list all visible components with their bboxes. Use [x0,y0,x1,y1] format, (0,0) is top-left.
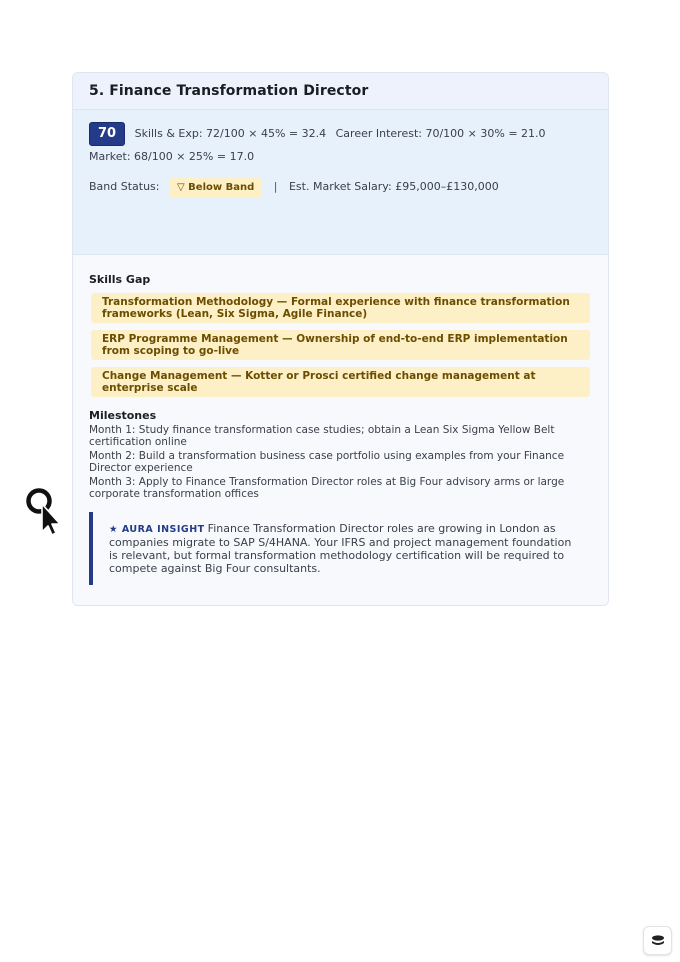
card-header [73,73,608,110]
aura-insight [89,512,592,585]
skills-gap-heading: Skills Gap [89,273,151,286]
market-salary: Est. Market Salary: £95,000–£130,000 [288,180,499,193]
score-section [73,110,608,255]
details-section [73,255,608,605]
score-breakdown [89,122,592,168]
band-status-label: Band Status: [89,180,160,193]
milestone-item: Month 2: Build a transformation business case portfolio using examples from your Finance Director experience [89,450,565,474]
skills-gap-item: ERP Programme Management — Ownership of end-to-end ERP implementation from scoping to go-live [91,330,590,360]
market-score: Market: 68/100 × 25% = 17.0 [89,150,255,163]
role-card [72,72,609,606]
band-row [89,176,592,198]
milestones-heading: Milestones [89,409,157,422]
stack-button[interactable] [643,926,672,955]
magnifier-pointer-icon [26,488,62,536]
overall-score-badge: 70 [89,122,125,146]
milestone-item: Month 3: Apply to Finance Transformation Director roles at Big Four advisory arms or large corporate transformation offices [89,476,565,500]
separator: | [273,180,278,193]
insight-text: Finance Transformation Director roles are growing in London as companies migrate to SAP S/4HANA. Your IFRS and project management foundation is relevant, but formal transformation methodology certification will be required to compete against Big Four consultants. [109,522,572,575]
stack-icon [650,934,666,948]
skills-gap-item: Change Management — Kotter or Prosci certified change management at enterprise scale [91,367,590,397]
band-status-badge: ▽ Below Band [169,178,262,198]
milestone-item: Month 1: Study finance transformation case studies; obtain a Lean Six Sigma Yellow Belt certification online [89,424,555,448]
interest-score: Career Interest: 70/100 × 30% = 21.0 [335,127,546,140]
role-title: 5. Finance Transformation Director [89,83,369,99]
skills-gap-item: Transformation Methodology — Formal experience with finance transformation frameworks (Lean, Six Sigma, Agile Finance) [91,293,590,323]
insight-label: ★ AURA INSIGHT [109,524,205,535]
skills-score: Skills & Exp: 72/100 × 45% = 32.4 [134,127,327,140]
